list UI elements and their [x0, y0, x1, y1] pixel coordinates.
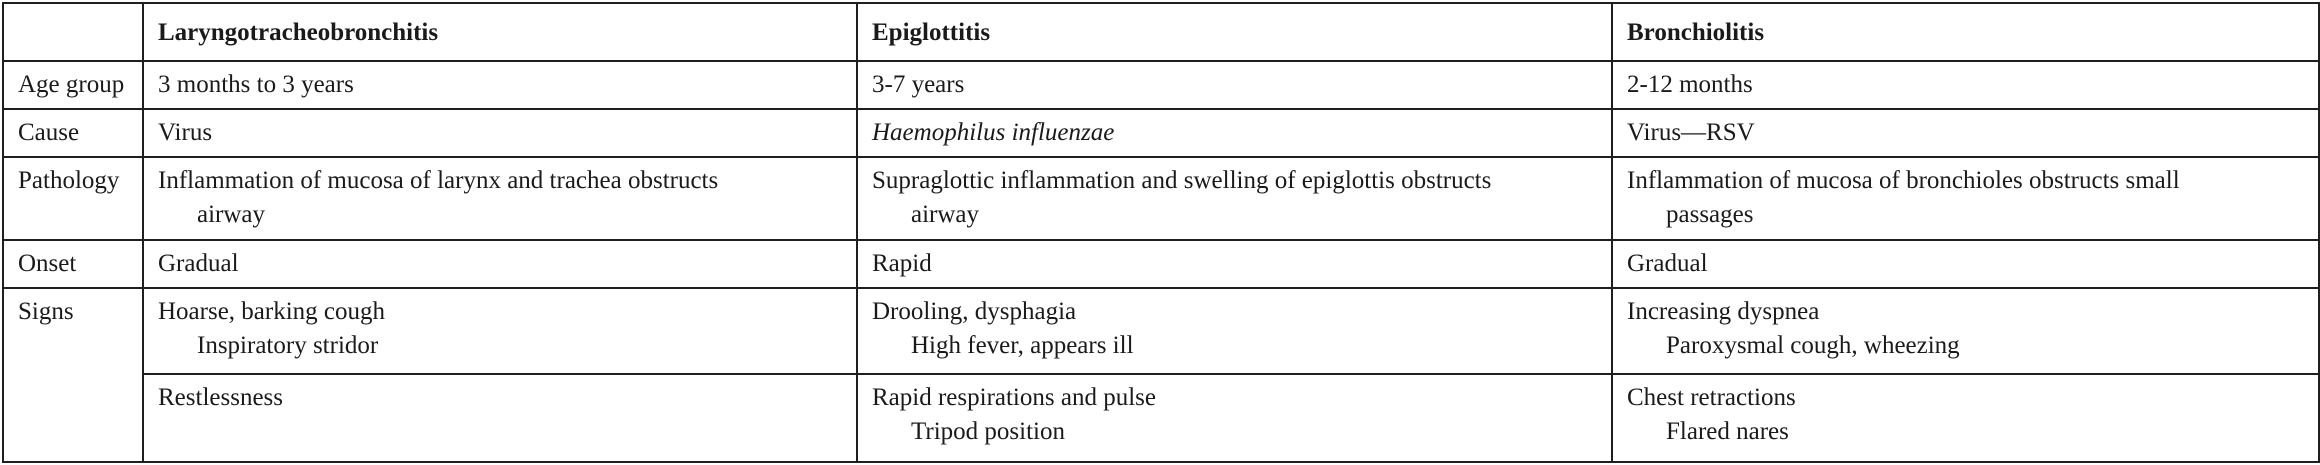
- cause-bronchiolitis: Virus—RSV: [1612, 109, 2319, 157]
- age-bronchiolitis: 2-12 months: [1612, 61, 2319, 109]
- signs-line-1: Rapid respirations and pulse: [872, 383, 1156, 411]
- signs-epiglottitis-2: [857, 374, 1612, 463]
- header-row: [3, 3, 2319, 61]
- onset-laryngotracheobronchitis: Gradual: [143, 240, 857, 288]
- header-cell-blank: [3, 3, 143, 61]
- pathology-line-1: Supraglottic inflammation and swelling of epiglottis obstructs: [872, 167, 1492, 195]
- pathology-line-1: Inflammation of mucosa of larynx and trachea obstructs: [158, 167, 719, 195]
- signs-line-1: Chest retractions: [1627, 383, 1796, 411]
- pathology-line-2: airway: [911, 201, 980, 229]
- age-laryngotracheobronchitis: 3 months to 3 years: [143, 61, 857, 109]
- signs-line-1: Hoarse, barking cough: [158, 298, 386, 326]
- cause-epiglottitis: Haemophilus influenzae: [857, 109, 1612, 157]
- signs-line-1: Drooling, dysphagia: [872, 298, 1077, 326]
- table-row-signs-2: [3, 374, 2319, 463]
- header-laryngotracheobronchitis: Laryngotracheobronchitis: [143, 3, 857, 61]
- table-row-onset: [3, 240, 2319, 288]
- age-epiglottitis: 3-7 years: [857, 61, 1612, 109]
- signs-laryngotracheobronchitis-2: [143, 374, 857, 463]
- signs-line-1: Increasing dyspnea: [1627, 298, 1820, 326]
- pathology-epiglottitis: [857, 157, 1612, 240]
- signs-epiglottitis-1: [857, 288, 1612, 373]
- pathology-bronchiolitis: [1612, 157, 2319, 240]
- signs-line-2: High fever, appears ill: [911, 332, 1134, 360]
- header-epiglottitis: Epiglottitis: [857, 3, 1612, 61]
- table-row-cause: [3, 109, 2319, 157]
- row-label-pathology: Pathology: [3, 157, 143, 240]
- pathology-line-2: passages: [1666, 201, 1754, 229]
- onset-bronchiolitis: Gradual: [1612, 240, 2319, 288]
- cause-laryngotracheobronchitis: Virus: [143, 109, 857, 157]
- pathology-line-1: Inflammation of mucosa of bronchioles obstructs small: [1627, 167, 2180, 195]
- signs-laryngotracheobronchitis-1: [143, 288, 857, 373]
- signs-line-2: Flared nares: [1666, 417, 1789, 445]
- header-bronchiolitis: Bronchiolitis: [1612, 3, 2319, 61]
- pathology-laryngotracheobronchitis: [143, 157, 857, 240]
- comparison-table: [2, 2, 2320, 463]
- onset-epiglottitis: Rapid: [857, 240, 1612, 288]
- signs-line-2: Inspiratory stridor: [197, 332, 379, 360]
- row-label-signs: Signs: [3, 288, 143, 462]
- row-label-cause: Cause: [3, 109, 143, 157]
- table-row-pathology: [3, 157, 2319, 240]
- table-row-age-group: [3, 61, 2319, 109]
- signs-line-2: Tripod position: [911, 417, 1065, 445]
- signs-bronchiolitis-2: [1612, 374, 2319, 463]
- row-label-age-group: Age group: [3, 61, 143, 109]
- signs-line-2: Paroxysmal cough, wheezing: [1666, 332, 1960, 360]
- row-label-onset: Onset: [3, 240, 143, 288]
- signs-line-1: Restlessness: [158, 383, 283, 411]
- table-row-signs-1: [3, 288, 2319, 373]
- pathology-line-2: airway: [197, 201, 266, 229]
- signs-bronchiolitis-1: [1612, 288, 2319, 373]
